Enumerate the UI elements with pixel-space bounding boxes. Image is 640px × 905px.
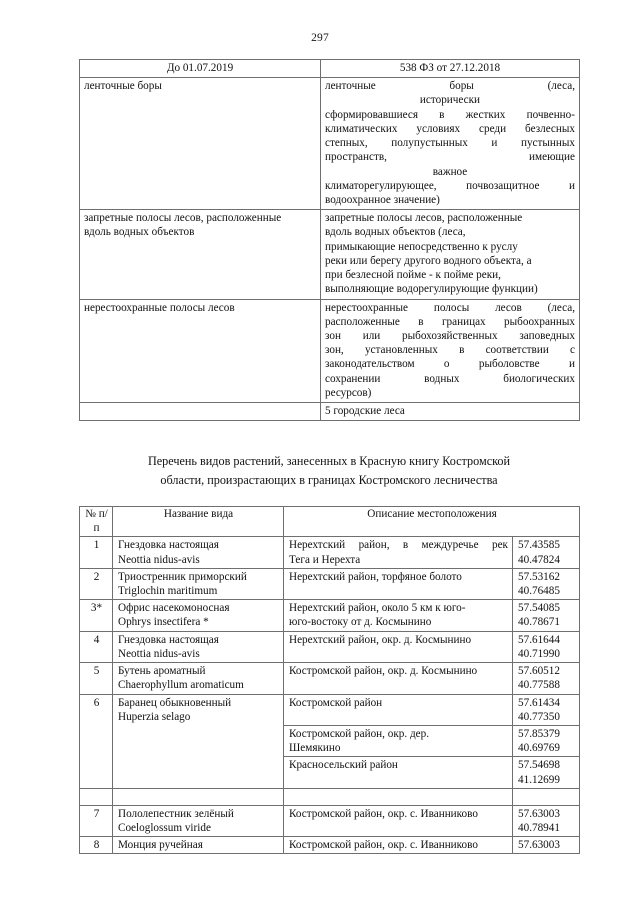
text-line: вдоль водных объектов (84, 226, 195, 239)
page-number: 297 (311, 32, 329, 44)
location-description-cell (284, 631, 513, 662)
row-number: 3* (80, 600, 113, 631)
species-name-latin: Neottia nidus-avis (118, 647, 200, 660)
longitude: 40.69769 (518, 742, 560, 755)
text-line: сформировавшиеся в жестких почвенно- (325, 108, 575, 121)
row3-right-cell (321, 299, 580, 403)
species-table (79, 506, 580, 854)
species-name-russian: Триостренник приморский (118, 570, 247, 583)
species-name-cell (113, 663, 284, 694)
text-line: ленточные боры (84, 80, 162, 93)
longitude: 41.12699 (518, 773, 560, 786)
text-line: законодательством о рыболовстве и (325, 358, 575, 371)
text-line: Нерехтский район, окр. д. Космынино (289, 633, 472, 646)
latitude: 57.61434 (518, 696, 560, 709)
text-line: выполняющие водорегулирующие функции) (325, 283, 538, 296)
coordinates-cell (513, 725, 580, 756)
location-description-cell (284, 805, 513, 836)
location-description-cell (284, 837, 513, 854)
row-number: 6 (80, 694, 113, 788)
species-name-latin: Huperzia selago (118, 710, 191, 723)
text-line: Красносельский район (289, 759, 398, 772)
comparison-table-body (80, 60, 580, 421)
row3-left-cell (80, 299, 321, 403)
species-name-cell (113, 805, 284, 836)
longitude: 40.76485 (518, 584, 560, 597)
text-line: исторически (419, 94, 481, 107)
coordinates-cell (513, 600, 580, 631)
longitude: 40.78941 (518, 822, 560, 835)
table-row (80, 631, 580, 662)
text-line: вдоль водных объектов (леса, (325, 226, 466, 239)
species-name-cell (113, 631, 284, 662)
text-line: реки или берегу другого водного объекта, а (325, 254, 532, 267)
text-line: Тега и Нерехта (289, 553, 361, 566)
coordinates-cell (513, 694, 580, 725)
location-description-cell (284, 537, 513, 568)
row-number: 8 (80, 837, 113, 854)
species-table-body (80, 507, 580, 854)
row2-left-cell (80, 210, 321, 299)
header-cell-species-name: Название вида (113, 507, 284, 537)
comparison-table (79, 59, 580, 421)
coordinates-cell (513, 568, 580, 599)
species-table-header-row (80, 507, 580, 537)
row4-left-cell-empty (80, 403, 321, 421)
table-row (80, 663, 580, 694)
text-line: ленточные боры (леса, (325, 80, 575, 93)
coordinates-cell (513, 837, 580, 854)
text-line: нерестоохранные полосы лесов (леса, (325, 301, 575, 314)
coordinates-cell (513, 757, 580, 788)
species-name-russian: Баранец обыкновенный (118, 696, 232, 709)
location-description-cell (284, 600, 513, 631)
species-table-container (79, 506, 579, 854)
species-name-latin: Coeloglossum viride (118, 822, 211, 835)
text-line: климатических условиях среди безлесных (325, 122, 575, 135)
text-line: Нерехтский район, в междуречье рек (289, 539, 508, 552)
text-line: Костромской район (289, 696, 383, 709)
species-name-russian: Монция ручейная (118, 839, 203, 852)
latitude: 57.43585 (518, 539, 560, 552)
longitude: 40.77350 (518, 710, 560, 723)
row-number: 7 (80, 805, 113, 836)
table-row (80, 837, 580, 854)
text-line: Костромской район, окр. д. Космынино (289, 665, 478, 678)
table-row (80, 210, 580, 299)
table-row (80, 805, 580, 836)
row2-right-cell (321, 210, 580, 299)
table-row (80, 694, 580, 725)
table-row (80, 537, 580, 568)
spacer-cell-name (113, 788, 284, 805)
header-cell-before-date: До 01.07.2019 (80, 60, 321, 78)
species-name-cell (113, 537, 284, 568)
coordinates-cell (513, 631, 580, 662)
text-line: запретные полосы лесов, расположенные (84, 212, 282, 225)
latitude: 57.54085 (518, 602, 560, 615)
species-name-cell (113, 694, 284, 788)
text-line: Костромской район, окр. с. Иванниково (289, 839, 478, 852)
text-line: зон, установленных в соответствии с (325, 344, 575, 357)
latitude: 57.85379 (518, 727, 560, 740)
spacer-cell-number (80, 788, 113, 805)
species-name-latin: Triglochin maritimum (118, 584, 218, 597)
latitude: 57.60512 (518, 665, 560, 678)
text-line: зон или рыбохозяйственных заповедных (325, 329, 575, 342)
text-line: Костромской район, окр. дер. (289, 727, 430, 740)
text-line: Шемякино (289, 742, 341, 755)
coordinates-cell (513, 805, 580, 836)
header-cell-federal-law: 538 ФЗ от 27.12.2018 (321, 60, 580, 78)
table-row (80, 78, 580, 210)
text-line: пространств, имеющие (325, 151, 575, 164)
longitude: 40.77588 (518, 679, 560, 692)
empty-cell-filler (84, 404, 316, 418)
row-number: 4 (80, 631, 113, 662)
species-name-latin: Ophrys insectifera * (118, 616, 209, 629)
longitude: 40.78671 (518, 616, 560, 629)
species-name-russian: Пололепестник зелёный (118, 807, 234, 820)
species-name-cell (113, 568, 284, 599)
latitude: 57.54698 (518, 759, 560, 772)
species-name-latin: Chaerophyllum aromaticum (118, 679, 244, 692)
section-title-line-2: области, произрастающих в границах Костромского лесничества (160, 472, 498, 487)
header-number-line-2: п/п (93, 508, 108, 534)
row1-right-cell (321, 78, 580, 210)
species-name-russian: Офрис насекомоносная (118, 602, 230, 615)
header-cell-location-description: Описание местоположения (284, 507, 580, 537)
row-number: 2 (80, 568, 113, 599)
text-line: Нерехтский район, около 5 км к юго- (289, 602, 466, 615)
latitude: 57.63003 (518, 807, 560, 820)
header-cell-number (80, 507, 113, 537)
species-name-latin: Neottia nidus-avis (118, 553, 200, 566)
text-line: 5 городские леса (325, 405, 405, 418)
species-name-russian: Гнездовка настоящая (118, 539, 219, 552)
text-line: Костромской район, окр. с. Иванниково (289, 807, 478, 820)
text-line: при безлесной пойме - к пойме реки, (325, 269, 501, 282)
text-line: юго-востоку от д. Космынино (289, 616, 432, 629)
coordinates-cell (513, 663, 580, 694)
species-name-cell (113, 837, 284, 854)
text-line: водоохранное значение) (325, 193, 440, 206)
coordinates-cell (513, 537, 580, 568)
text-line: сохранении водных биологических (325, 372, 575, 385)
location-description-cell (284, 663, 513, 694)
table-row (80, 600, 580, 631)
location-description-cell (284, 725, 513, 756)
location-description-cell (284, 757, 513, 788)
species-name-russian: Гнездовка настоящая (118, 633, 219, 646)
text-line: ресурсов) (325, 386, 372, 399)
comparison-table-container (79, 59, 579, 421)
text-line: Нерехтский район, торфяное болото (289, 570, 462, 583)
location-description-cell (284, 694, 513, 725)
table-row (80, 299, 580, 403)
section-title-line-1: Перечень видов растений, занесенных в Красную книгу Костромской (147, 454, 511, 468)
row4-right-cell (321, 403, 580, 421)
text-line: запретные полосы лесов, расположенные (325, 212, 523, 225)
table-header-row (80, 60, 580, 78)
latitude: 57.63003 (518, 839, 560, 852)
row-number: 1 (80, 537, 113, 568)
text-line: расположенные в границах рыбоохранных (325, 315, 575, 328)
latitude: 57.61644 (518, 633, 560, 646)
latitude: 57.53162 (518, 570, 560, 583)
longitude: 40.47824 (518, 553, 560, 566)
header-number-line-1: № (85, 508, 96, 520)
location-description-cell (284, 568, 513, 599)
row1-left-cell (80, 78, 321, 210)
text-line: примыкающие непосредственно к руслу (325, 240, 518, 253)
table-spacer-row (80, 788, 580, 805)
row-number: 5 (80, 663, 113, 694)
text-line: климаторегулирующее, почвозащитное и (325, 179, 575, 192)
text-line: степных, полупустынных и пустынных (325, 137, 575, 150)
text-line: нерестоохранные полосы лесов (84, 301, 235, 314)
longitude: 40.71990 (518, 647, 560, 660)
species-name-cell (113, 600, 284, 631)
spacer-cell-coordinates (513, 788, 580, 805)
spacer-cell-description (284, 788, 513, 805)
species-name-russian: Бутень ароматный (118, 665, 206, 678)
table-row (80, 568, 580, 599)
table-row (80, 403, 580, 421)
text-line: важное (432, 165, 468, 178)
section-title (79, 452, 579, 490)
